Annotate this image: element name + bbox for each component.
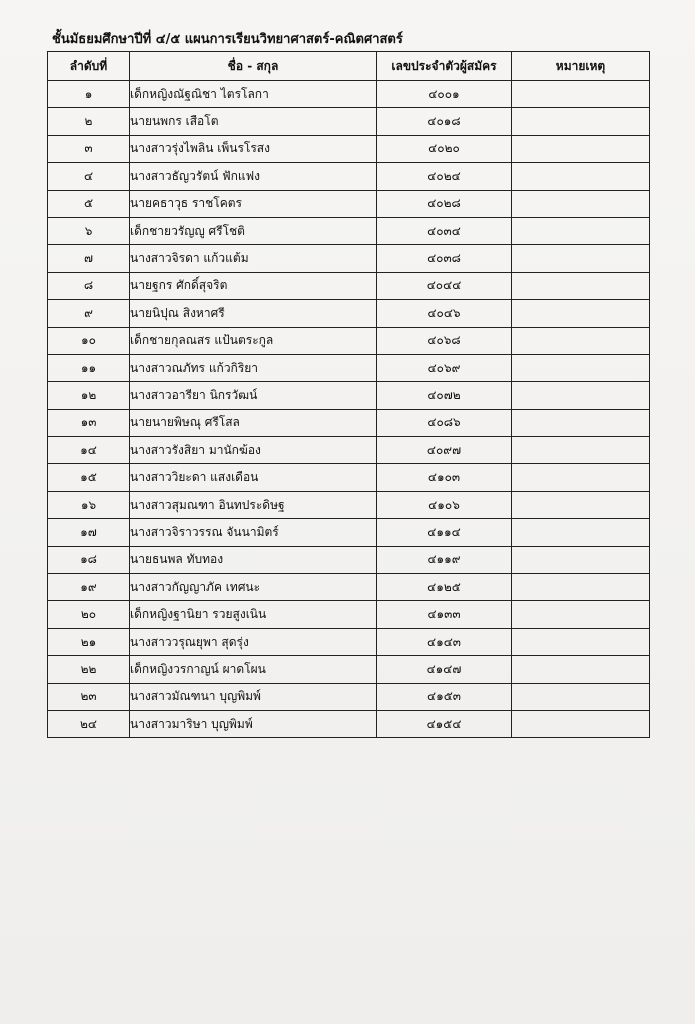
table-row	[48, 272, 650, 299]
row-number-cell: ๑๘	[48, 546, 130, 573]
applicant-id-cell: ๔๑๕๓	[377, 683, 512, 710]
student-name-cell: นางสาววรุณยุพา สุดรุ่ง	[130, 628, 377, 655]
table-row	[48, 163, 650, 190]
student-name-cell: นางสาวรังสิยา มานักฆ้อง	[130, 437, 377, 464]
student-name-cell: นางสาวรุ่งไพลิน เพ็นรโรสง	[130, 135, 377, 162]
table-row	[48, 81, 650, 108]
page-title: ชั้นมัธยมศึกษาปีที่ ๔/๕ แผนการเรียนวิทยาศาสตร์-คณิตศาสตร์	[52, 32, 403, 47]
note-cell	[512, 574, 650, 601]
table-body	[48, 81, 650, 738]
note-cell	[512, 135, 650, 162]
applicant-id-cell: ๔๑๔๗	[377, 656, 512, 683]
student-name-cell: เด็กหญิงณัฐณิชา ไตรโลกา	[130, 81, 377, 108]
student-name-cell: นายนพกร เสือโต	[130, 108, 377, 135]
student-name-cell: นางสาวมัณฑนา บุญพิมพ์	[130, 683, 377, 710]
note-cell	[512, 382, 650, 409]
applicant-id-cell: ๔๐๖๙	[377, 354, 512, 381]
note-cell	[512, 81, 650, 108]
table-row	[48, 245, 650, 272]
student-name-cell: นางสาววิยะดา แสงเดือน	[130, 464, 377, 491]
student-name-cell: นายธนพล ทับทอง	[130, 546, 377, 573]
row-number-cell: ๑๒	[48, 382, 130, 409]
note-cell	[512, 354, 650, 381]
applicant-id-cell: ๔๐๖๘	[377, 327, 512, 354]
table-row	[48, 382, 650, 409]
row-number-cell: ๓	[48, 135, 130, 162]
note-cell	[512, 519, 650, 546]
student-name-cell: เด็กหญิงวรกาญน์ ผาดโผน	[130, 656, 377, 683]
applicant-id-cell: ๔๑๑๔	[377, 519, 512, 546]
row-number-cell: ๙	[48, 300, 130, 327]
table-row	[48, 601, 650, 628]
table-row	[48, 437, 650, 464]
student-name-cell: นางสาวสุมณฑา อินทประดิษฐ	[130, 491, 377, 518]
note-cell	[512, 108, 650, 135]
applicant-id-cell: ๔๑๔๓	[377, 628, 512, 655]
student-name-cell: นางสาวกัญญาภัค เทศนะ	[130, 574, 377, 601]
table-row	[48, 217, 650, 244]
student-name-cell: นายนายพิษณุ ศรีโสล	[130, 409, 377, 436]
row-number-cell: ๑๓	[48, 409, 130, 436]
row-number-cell: ๘	[48, 272, 130, 299]
table-row	[48, 190, 650, 217]
row-number-cell: ๔	[48, 163, 130, 190]
table-row	[48, 300, 650, 327]
row-number-cell: ๒๒	[48, 656, 130, 683]
column-header-name: ชื่อ - สกุล	[130, 52, 377, 81]
row-number-cell: ๑๖	[48, 491, 130, 518]
note-cell	[512, 272, 650, 299]
applicant-id-cell: ๔๐๔๖	[377, 300, 512, 327]
row-number-cell: ๑๕	[48, 464, 130, 491]
row-number-cell: ๑	[48, 81, 130, 108]
row-number-cell: ๗	[48, 245, 130, 272]
row-number-cell: ๖	[48, 217, 130, 244]
table-row	[48, 683, 650, 710]
applicant-id-cell: ๔๐๙๗	[377, 437, 512, 464]
column-header-no: ลำดับที่	[48, 52, 130, 81]
table-row	[48, 574, 650, 601]
applicant-id-cell: ๔๐๓๔	[377, 217, 512, 244]
row-number-cell: ๒๓	[48, 683, 130, 710]
note-cell	[512, 656, 650, 683]
student-name-cell: เด็กชายกุลณสร แป้นตระกูล	[130, 327, 377, 354]
note-cell	[512, 327, 650, 354]
applicant-id-cell: ๔๐๒๐	[377, 135, 512, 162]
applicant-id-cell: ๔๐๐๑	[377, 81, 512, 108]
row-number-cell: ๑๙	[48, 574, 130, 601]
student-name-cell: นายคธาวุธ ราชโคตร	[130, 190, 377, 217]
column-header-applicant-id: เลขประจำตัวผู้สมัคร	[377, 52, 512, 81]
row-number-cell: ๒๐	[48, 601, 130, 628]
table-row	[48, 628, 650, 655]
student-name-cell: นางสาวจิราวรรณ จันนามิตร์	[130, 519, 377, 546]
applicant-id-cell: ๔๑๑๙	[377, 546, 512, 573]
table-row	[48, 546, 650, 573]
applicant-id-cell: ๔๑๕๔	[377, 710, 512, 737]
table-row	[48, 656, 650, 683]
note-cell	[512, 437, 650, 464]
student-name-cell: นางสาวมาริษา บุญพิมพ์	[130, 710, 377, 737]
row-number-cell: ๒๑	[48, 628, 130, 655]
row-number-cell: ๕	[48, 190, 130, 217]
table-row	[48, 354, 650, 381]
row-number-cell: ๑๗	[48, 519, 130, 546]
student-name-cell: นางสาวณภัทร แก้วกิริยา	[130, 354, 377, 381]
table-row	[48, 327, 650, 354]
note-cell	[512, 683, 650, 710]
row-number-cell: ๑๔	[48, 437, 130, 464]
applicant-id-cell: ๔๑๐๖	[377, 491, 512, 518]
note-cell	[512, 464, 650, 491]
column-header-note: หมายเหตุ	[512, 52, 650, 81]
note-cell	[512, 628, 650, 655]
table-row	[48, 491, 650, 518]
student-name-cell: นายนิปุณ สิงหาศรี	[130, 300, 377, 327]
student-name-cell: เด็กหญิงฐานิยา รวยสูงเนิน	[130, 601, 377, 628]
applicant-id-cell: ๔๑๓๓	[377, 601, 512, 628]
note-cell	[512, 163, 650, 190]
applicant-id-cell: ๔๐๓๘	[377, 245, 512, 272]
applicant-id-cell: ๔๐๘๖	[377, 409, 512, 436]
row-number-cell: ๒๔	[48, 710, 130, 737]
table-header-row	[48, 52, 650, 81]
applicant-id-cell: ๔๑๒๕	[377, 574, 512, 601]
note-cell	[512, 245, 650, 272]
student-name-cell: นางสาวอารียา นิกรวัฒน์	[130, 382, 377, 409]
student-name-cell: เด็กชายวรัญญู ศรีโชติ	[130, 217, 377, 244]
row-number-cell: ๑๑	[48, 354, 130, 381]
table-row	[48, 710, 650, 737]
table-row	[48, 519, 650, 546]
note-cell	[512, 300, 650, 327]
note-cell	[512, 190, 650, 217]
student-roster-table	[47, 51, 650, 738]
note-cell	[512, 409, 650, 436]
row-number-cell: ๒	[48, 108, 130, 135]
applicant-id-cell: ๔๐๒๔	[377, 163, 512, 190]
note-cell	[512, 491, 650, 518]
student-name-cell: นางสาวธัญวรัตน์ ฟักแฟง	[130, 163, 377, 190]
applicant-id-cell: ๔๐๒๘	[377, 190, 512, 217]
applicant-id-cell: ๔๐๗๒	[377, 382, 512, 409]
applicant-id-cell: ๔๑๐๓	[377, 464, 512, 491]
table-row	[48, 135, 650, 162]
table-row	[48, 108, 650, 135]
row-number-cell: ๑๐	[48, 327, 130, 354]
student-name-cell: นางสาวจิรดา แก้วแต้ม	[130, 245, 377, 272]
table-row	[48, 409, 650, 436]
note-cell	[512, 217, 650, 244]
table-row	[48, 464, 650, 491]
note-cell	[512, 546, 650, 573]
applicant-id-cell: ๔๐๑๘	[377, 108, 512, 135]
applicant-id-cell: ๔๐๔๔	[377, 272, 512, 299]
note-cell	[512, 601, 650, 628]
note-cell	[512, 710, 650, 737]
student-name-cell: นายฐกร ศักดิ์สุจริต	[130, 272, 377, 299]
